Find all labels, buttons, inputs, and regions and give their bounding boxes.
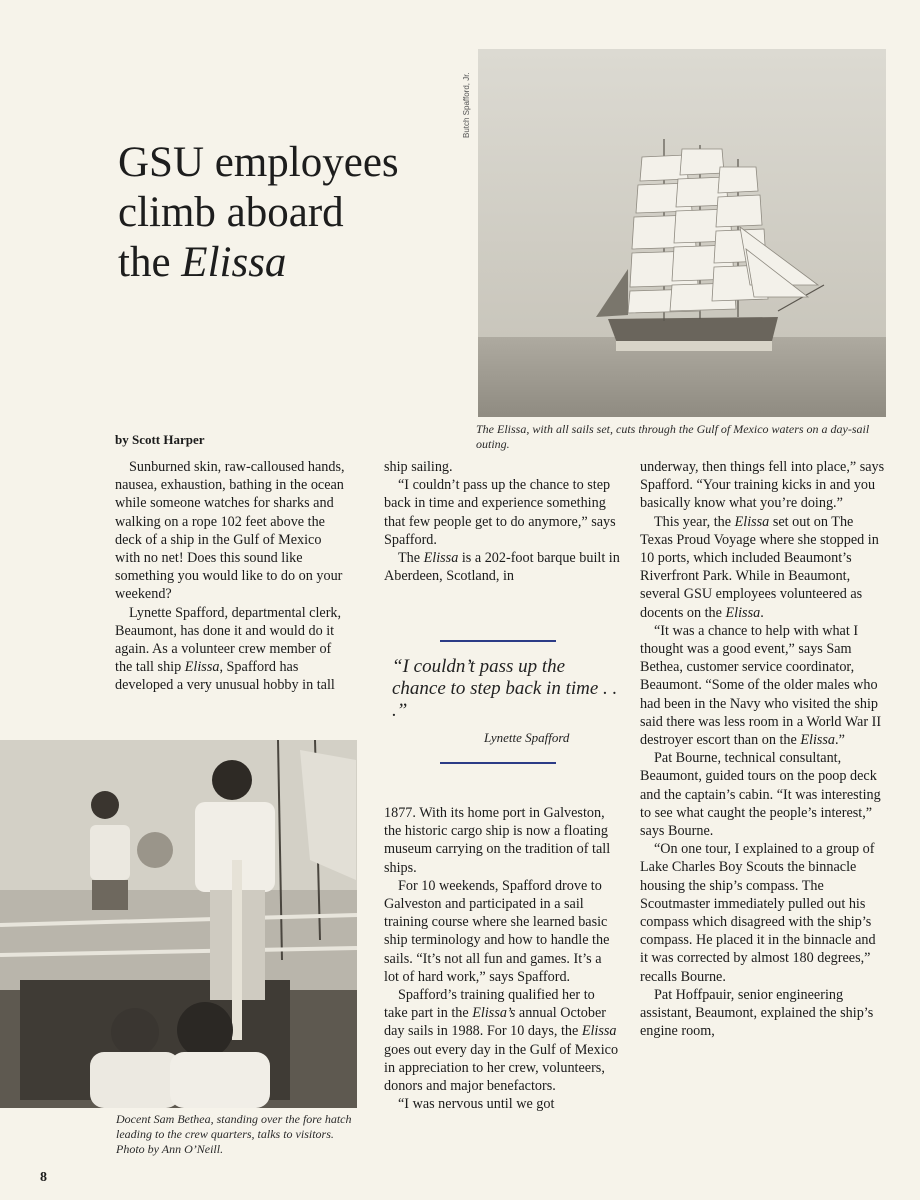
text-run: This year, the xyxy=(654,513,735,530)
text-run: Spafford’s training qualified her to take part in the xyxy=(384,987,595,1022)
crew-photo-image xyxy=(0,740,357,1108)
ship-hull xyxy=(608,317,778,351)
paragraph: Sunburned skin, raw-calloused hands, nausea, exhaustion, bathing in the ocean while someone watches for sharks and walking on a rope 102 feet above the deck of a ship in the Gulf of Mexico with no net! Does this sound like something you would like to do on your weekend? xyxy=(115,459,345,603)
ship-photo-image xyxy=(478,49,886,417)
paragraph: “I was nervous until we got xyxy=(398,1096,555,1113)
paragraph: ship sailing. xyxy=(384,459,453,475)
photo-credit: Butch Spafford, Jr. xyxy=(462,72,471,138)
paragraph: underway, then things fell into place,” says Spafford. “Your training kicks in and you basically know what you’re doing.” xyxy=(640,459,885,512)
ship-name: Elissa xyxy=(423,550,459,567)
paragraph xyxy=(640,513,886,622)
article-column-1 xyxy=(115,458,347,695)
headline-line-1: GSU employees xyxy=(118,139,399,186)
text-run: set out on The Texas Proud Voyage where she stopped in 10 ports, which included Beaumont’s Riverfront Park. While in Beaumont, several GSU employees volunteered as docents on the xyxy=(640,513,879,621)
paragraph xyxy=(384,986,620,1095)
ship-name: Elissa xyxy=(581,1023,617,1040)
article-column-3 xyxy=(640,458,886,1041)
headline-line-3 xyxy=(118,238,458,288)
ship-photo-caption: The Elissa, with all sails set, cuts through the Gulf of Mexico waters on a day-sail outing. xyxy=(476,422,870,451)
paragraph: For 10 weekends, Spafford drove to Galveston and participated in a sail training course where she learned basic ship terminology and how to handle the sails. “It’s not all fun and games. It’s a lot of hard work,” says Spafford. xyxy=(384,877,610,985)
ship-name: Elissa xyxy=(800,732,836,749)
headline-ship-name: Elissa xyxy=(181,239,287,286)
article-column-2-top xyxy=(384,458,620,585)
paragraph: Pat Hoffpauir, senior engineering assistant, Beaumont, explained the ship’s engine room, xyxy=(640,986,874,1040)
headline-line-2: climb aboard xyxy=(118,189,344,236)
ship-name: Elissa’s xyxy=(472,1005,516,1022)
ship-name: Elissa xyxy=(184,659,220,676)
crew-photo xyxy=(0,740,357,1108)
text-run: The xyxy=(398,550,424,567)
pullquote-rule-top xyxy=(440,640,556,642)
text-run: “It was a chance to help with what I thought was a good event,” says Sam Bethea, customer service coordinator, Beaumont. “Some of the older males who had been in the Navy who visited the ship said there was less room in a World War II destroyer escort than on the xyxy=(640,622,882,749)
crew-photo-caption: Docent Sam Bethea, standing over the fore hatch leading to the crew quarters, talks to visitors. Photo by Ann O’Neill. xyxy=(116,1112,352,1156)
paragraph: “On one tour, I explained to a group of Lake Charles Boy Scouts the binnacle housing the ship’s compass. The Scoutmaster immediately pulled out his compass which disagreed with the ship’s compass. He placed it in the binnacle and it was corrected by almost 180 degrees,” recalls Bourne. xyxy=(640,841,876,985)
paragraph xyxy=(640,622,886,749)
text-run: annual October day sails in 1988. For 10 days, the xyxy=(384,1005,606,1040)
text-run: .” xyxy=(835,732,845,749)
headline-line-3-prefix: the xyxy=(118,239,182,286)
article-column-2-bottom xyxy=(384,804,620,1113)
pullquote: “I couldn’t pass up the chance to step back in time . . .” xyxy=(392,656,618,721)
text-run: goes out every day in the Gulf of Mexico in appreciation to her crew, volunteers, donors and major benefactors. xyxy=(384,1041,619,1095)
text-run: . xyxy=(760,604,764,621)
ship-name: Elissa xyxy=(725,604,761,621)
text-run: is a 202-foot barque built in Aberdeen, Scotland, in xyxy=(384,550,620,585)
byline: by Scott Harper xyxy=(115,432,205,447)
headline xyxy=(118,138,458,288)
text-run: Lynette Spafford, departmental clerk, Beaumont, has done it and would do it again. As a volunteer crew member of the tall ship xyxy=(115,604,342,676)
paragraph xyxy=(115,604,347,695)
page-number: 8 xyxy=(40,1170,47,1185)
paragraph: Pat Bourne, technical consultant, Beaumont, guided tours on the poop deck and the captain’s cabin. “It was interesting to see what caught the people’s interest,” says Bourne. xyxy=(640,750,881,840)
pullquote-rule-bottom xyxy=(440,762,556,764)
pullquote-attribution: Lynette Spafford xyxy=(484,730,570,745)
ship-photo xyxy=(478,49,886,417)
paragraph: “I couldn’t pass up the chance to step back in time and experience something that few people get to do anymore,” says Spafford. xyxy=(384,477,616,548)
ship-name: Elissa xyxy=(734,513,770,530)
paragraph xyxy=(384,549,620,585)
paragraph: 1877. With its home port in Galveston, the historic cargo ship is now a floating museum carrying on the tradition of tall ships. xyxy=(384,805,611,876)
text-run: , Spafford has developed a very unusual hobby in tall xyxy=(115,659,335,694)
